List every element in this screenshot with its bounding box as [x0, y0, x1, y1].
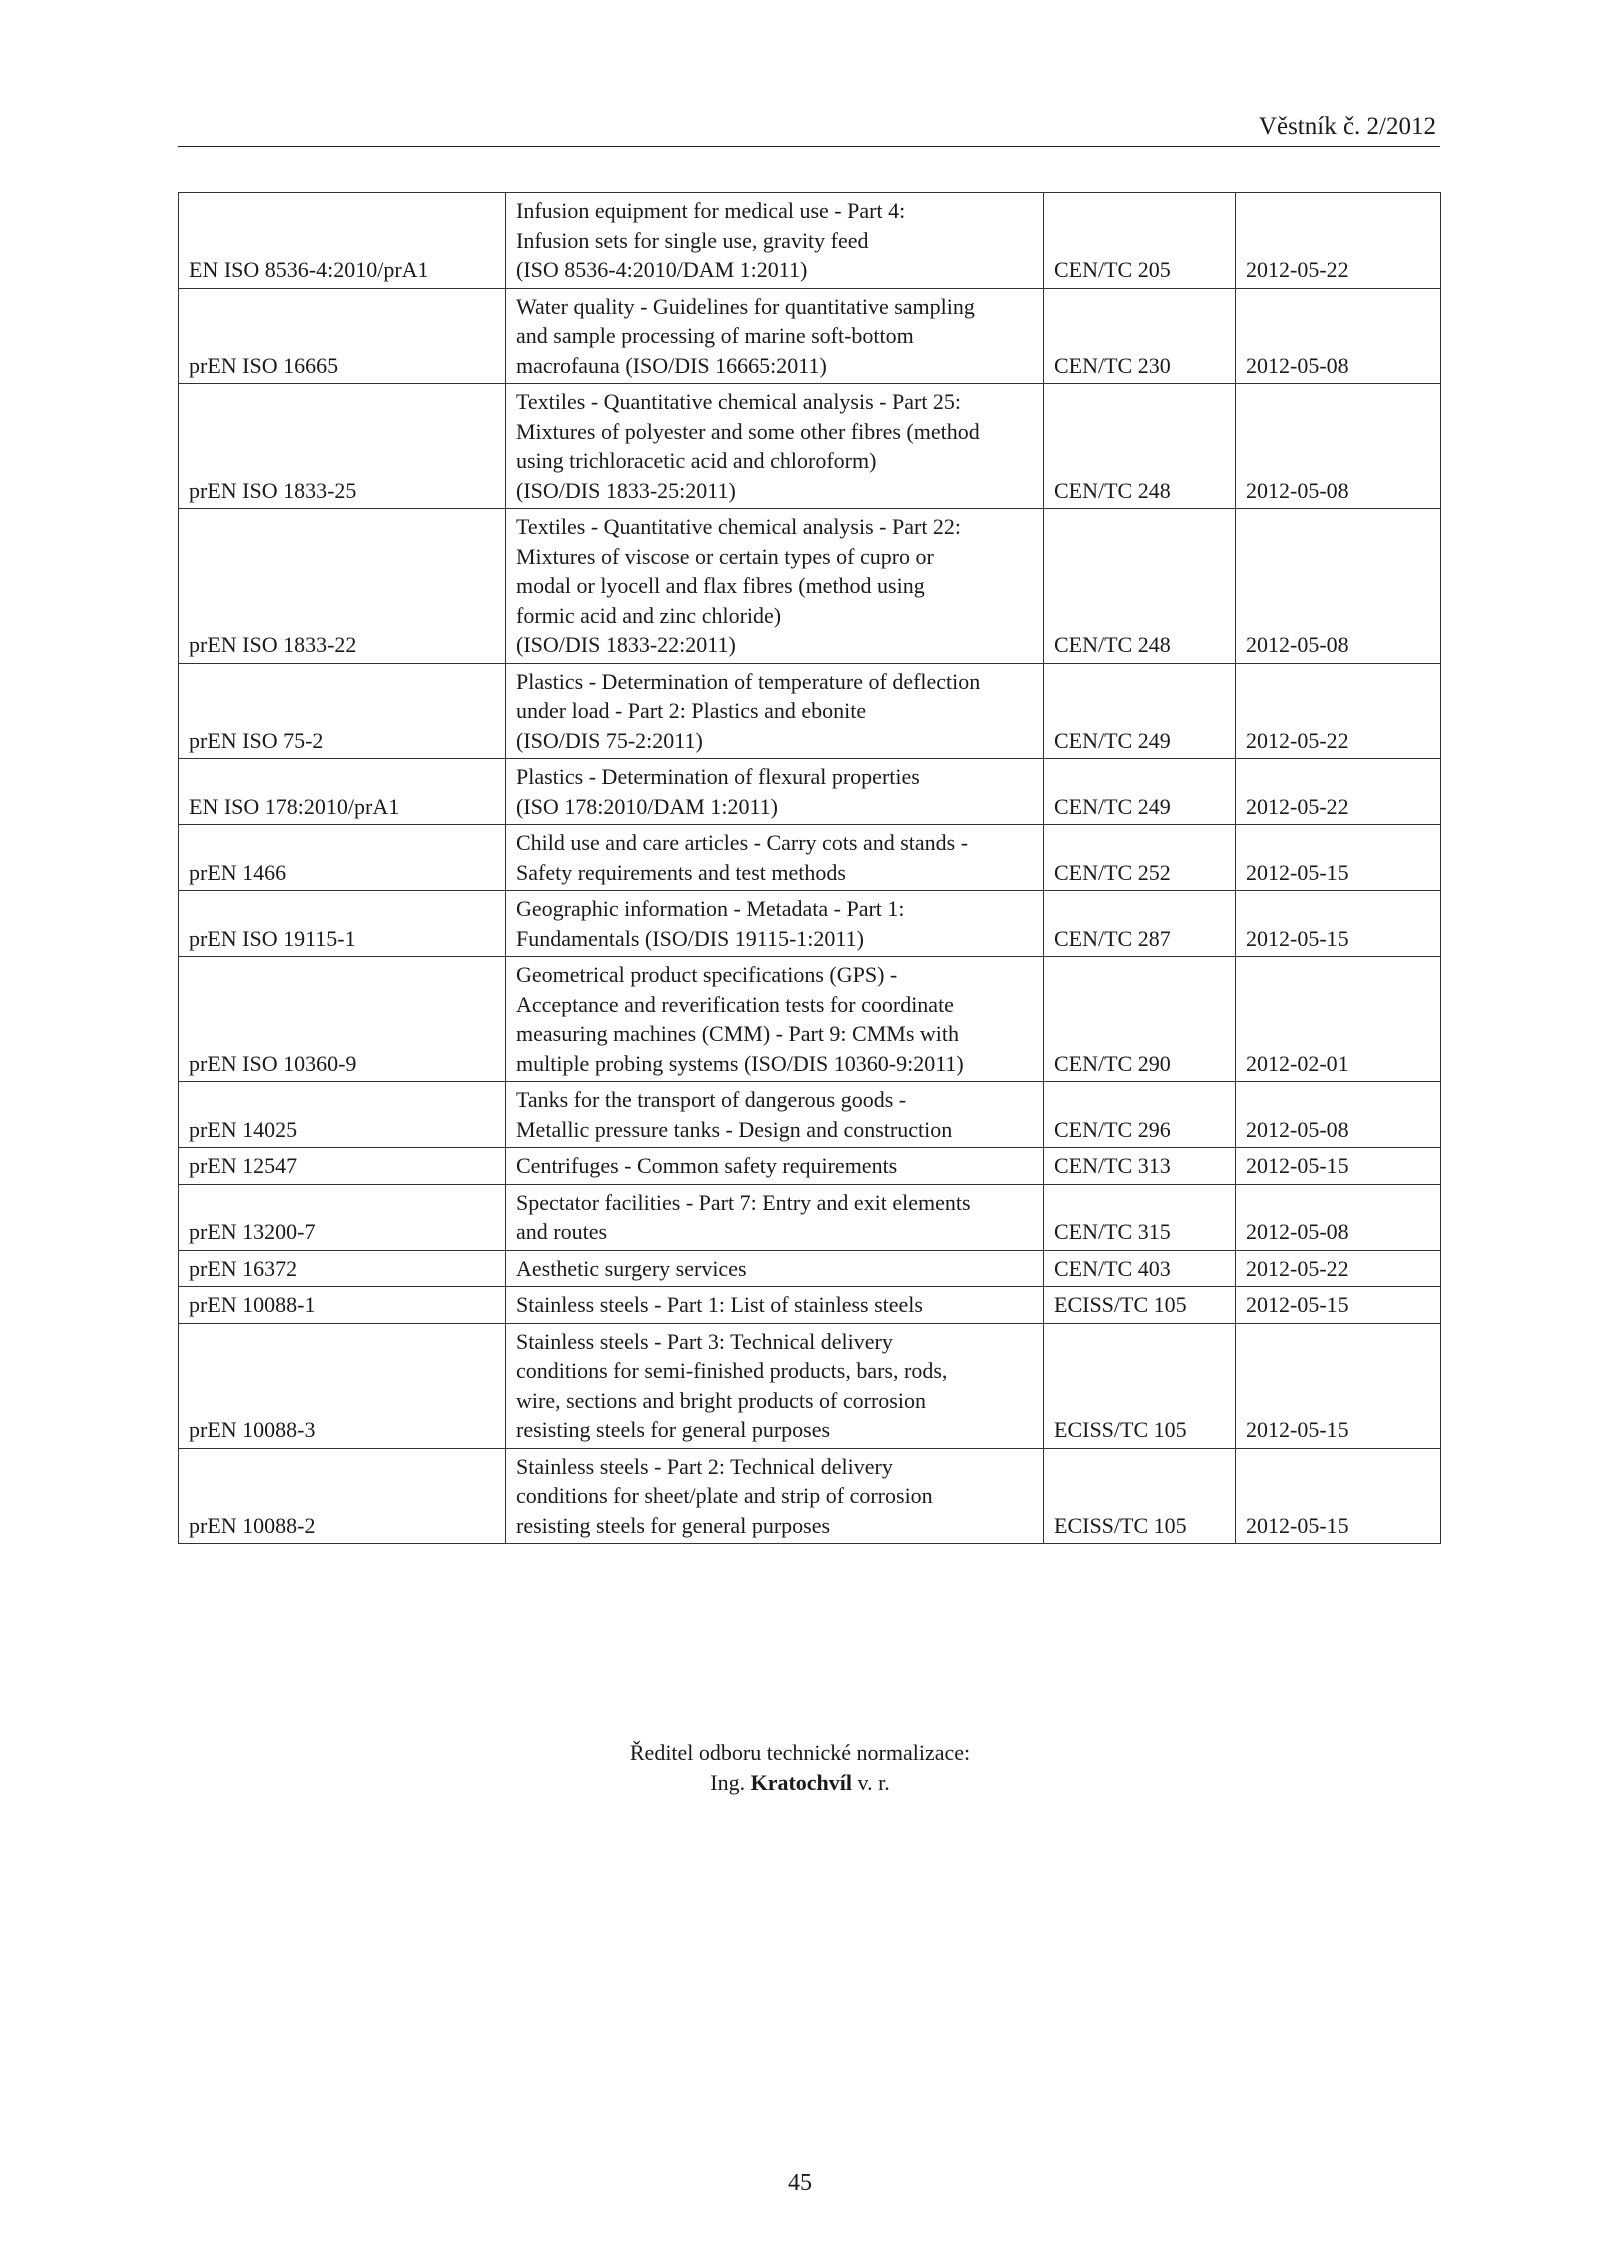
standard-title-cell: Aesthetic surgery services — [506, 1250, 1044, 1287]
deadline-date-cell: 2012-05-15 — [1236, 1287, 1441, 1324]
standard-title-cell: Centrifuges - Common safety requirements — [506, 1148, 1044, 1185]
table-row — [179, 1148, 1441, 1185]
table-row — [179, 957, 1441, 1082]
deadline-date-cell: 2012-05-08 — [1236, 1184, 1441, 1250]
committee-cell: CEN/TC 248 — [1044, 509, 1236, 664]
table-row — [179, 509, 1441, 664]
committee-cell: CEN/TC 403 — [1044, 1250, 1236, 1287]
standard-code-cell: prEN 10088-1 — [179, 1287, 506, 1324]
deadline-date-cell: 2012-05-08 — [1236, 509, 1441, 664]
table-row — [179, 288, 1441, 384]
deadline-date-cell: 2012-05-15 — [1236, 1323, 1441, 1448]
standard-code-cell: prEN ISO 75-2 — [179, 663, 506, 759]
standard-title-cell: Textiles - Quantitative chemical analysis - Part 22: Mixtures of viscose or certain types of cupro or modal or lyocell and flax fibres (method using formic acid and zinc chloride) (ISO/DIS 1833-22:2011) — [506, 509, 1044, 664]
standard-title-cell: Child use and care articles - Carry cots and stands - Safety requirements and test methods — [506, 825, 1044, 891]
committee-cell: CEN/TC 249 — [1044, 759, 1236, 825]
committee-cell: ECISS/TC 105 — [1044, 1448, 1236, 1544]
signature-role: Ředitel odboru technické normalizace: — [629, 1740, 971, 1765]
standard-title-cell: Stainless steels - Part 3: Technical delivery conditions for semi-finished products, bars, rods, wire, sections and bright products of corrosion resisting steels for general purposes — [506, 1323, 1044, 1448]
table-row — [179, 193, 1441, 289]
standards-table — [178, 192, 1441, 1544]
deadline-date-cell: 2012-05-15 — [1236, 1448, 1441, 1544]
committee-cell: CEN/TC 296 — [1044, 1082, 1236, 1148]
committee-cell: CEN/TC 313 — [1044, 1148, 1236, 1185]
deadline-date-cell: 2012-02-01 — [1236, 957, 1441, 1082]
deadline-date-cell: 2012-05-15 — [1236, 825, 1441, 891]
deadline-date-cell: 2012-05-15 — [1236, 1148, 1441, 1185]
standard-title-cell: Geographic information - Metadata - Part 1: Fundamentals (ISO/DIS 19115-1:2011) — [506, 891, 1044, 957]
standard-title-cell: Geometrical product specifications (GPS) - Acceptance and reverification tests for coordinate measuring machines (CMM) - Part 9: CMMs with multiple probing systems (ISO/DIS 10360-9:2011) — [506, 957, 1044, 1082]
table-row — [179, 891, 1441, 957]
deadline-date-cell: 2012-05-08 — [1236, 384, 1441, 509]
deadline-date-cell: 2012-05-22 — [1236, 1250, 1441, 1287]
standard-code-cell: EN ISO 8536-4:2010/prA1 — [179, 193, 506, 289]
standard-code-cell: prEN ISO 19115-1 — [179, 891, 506, 957]
deadline-date-cell: 2012-05-22 — [1236, 759, 1441, 825]
standard-title-cell: Textiles - Quantitative chemical analysis - Part 25: Mixtures of polyester and some other fibres (method using trichloracetic acid and chloroform) (ISO/DIS 1833-25:2011) — [506, 384, 1044, 509]
deadline-date-cell: 2012-05-15 — [1236, 891, 1441, 957]
table-row — [179, 1184, 1441, 1250]
standard-code-cell: prEN ISO 16665 — [179, 288, 506, 384]
standard-code-cell: EN ISO 178:2010/prA1 — [179, 759, 506, 825]
standard-code-cell: prEN 16372 — [179, 1250, 506, 1287]
committee-cell: CEN/TC 230 — [1044, 288, 1236, 384]
standard-title-cell: Water quality - Guidelines for quantitative sampling and sample processing of marine soft-bottom macrofauna (ISO/DIS 16665:2011) — [506, 288, 1044, 384]
committee-cell: CEN/TC 248 — [1044, 384, 1236, 509]
signature-suffix: v. r. — [857, 1770, 890, 1795]
standard-code-cell: prEN 14025 — [179, 1082, 506, 1148]
table-row — [179, 1323, 1441, 1448]
deadline-date-cell: 2012-05-22 — [1236, 193, 1441, 289]
committee-cell: CEN/TC 205 — [1044, 193, 1236, 289]
committee-cell: ECISS/TC 105 — [1044, 1323, 1236, 1448]
committee-cell: CEN/TC 287 — [1044, 891, 1236, 957]
standard-code-cell: prEN ISO 1833-22 — [179, 509, 506, 664]
standard-title-cell: Stainless steels - Part 1: List of stainless steels — [506, 1287, 1044, 1324]
standard-code-cell: prEN ISO 1833-25 — [179, 384, 506, 509]
table-row — [179, 759, 1441, 825]
table-row — [179, 663, 1441, 759]
page-number: 45 — [788, 2170, 812, 2196]
standard-code-cell: prEN 1466 — [179, 825, 506, 891]
table-row — [179, 384, 1441, 509]
signature-name: Kratochvíl — [750, 1770, 853, 1795]
committee-cell: CEN/TC 249 — [1044, 663, 1236, 759]
standard-title-cell: Stainless steels - Part 2: Technical delivery conditions for sheet/plate and strip of corrosion resisting steels for general purposes — [506, 1448, 1044, 1544]
signature-line — [0, 1768, 1600, 1798]
table-row — [179, 1448, 1441, 1544]
deadline-date-cell: 2012-05-08 — [1236, 1082, 1441, 1148]
standard-code-cell: prEN 10088-2 — [179, 1448, 506, 1544]
standard-title-cell: Spectator facilities - Part 7: Entry and exit elements and routes — [506, 1184, 1044, 1250]
page-header — [178, 112, 1440, 147]
table-row — [179, 1082, 1441, 1148]
committee-cell: CEN/TC 315 — [1044, 1184, 1236, 1250]
standard-title-cell: Tanks for the transport of dangerous goods - Metallic pressure tanks - Design and construction — [506, 1082, 1044, 1148]
standard-code-cell: prEN ISO 10360-9 — [179, 957, 506, 1082]
table-row — [179, 1287, 1441, 1324]
committee-cell: CEN/TC 290 — [1044, 957, 1236, 1082]
standard-title-cell: Infusion equipment for medical use - Part 4: Infusion sets for single use, gravity feed (ISO 8536-4:2010/DAM 1:2011) — [506, 193, 1044, 289]
committee-cell: CEN/TC 252 — [1044, 825, 1236, 891]
standard-title-cell: Plastics - Determination of flexural properties (ISO 178:2010/DAM 1:2011) — [506, 759, 1044, 825]
standard-code-cell: prEN 12547 — [179, 1148, 506, 1185]
deadline-date-cell: 2012-05-08 — [1236, 288, 1441, 384]
table-row — [179, 1250, 1441, 1287]
standard-code-cell: prEN 13200-7 — [179, 1184, 506, 1250]
deadline-date-cell: 2012-05-22 — [1236, 663, 1441, 759]
committee-cell: ECISS/TC 105 — [1044, 1287, 1236, 1324]
standard-code-cell: prEN 10088-3 — [179, 1323, 506, 1448]
standards-table-body — [179, 193, 1441, 1544]
bulletin-title: Věstník č. 2/2012 — [1258, 113, 1436, 140]
table-row — [179, 825, 1441, 891]
signature-block — [0, 1738, 1600, 1798]
signature-prefix: Ing. — [710, 1770, 746, 1795]
standard-title-cell: Plastics - Determination of temperature of deflection under load - Part 2: Plastics and ebonite (ISO/DIS 75-2:2011) — [506, 663, 1044, 759]
